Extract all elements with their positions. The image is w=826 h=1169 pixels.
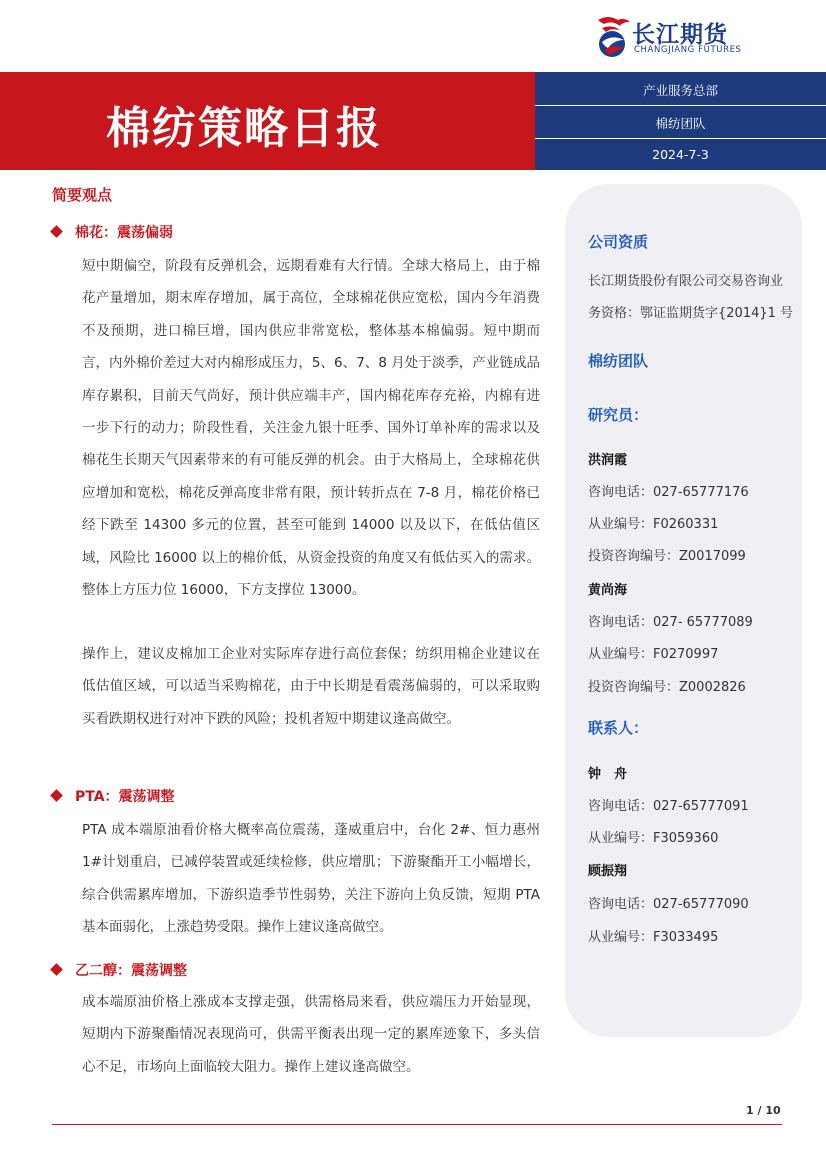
report-date: 2024-7-3 [652,147,709,162]
contact-license: 从业编号：F3059360 [588,831,719,846]
researcher-phone: 咨询电话：027-65777176 [588,485,749,500]
summary-heading: 简要观点 [52,186,113,204]
diamond-bullet-icon [50,789,63,802]
team-label: 棉纺团队 [655,116,706,131]
company-logo [594,14,794,60]
contact-name: 顾振翔 [588,864,628,879]
contact-phone: 咨询电话：027-65777090 [588,897,749,912]
logo-chinese-text: 长江期货 [632,22,728,48]
report-title: 棉纺策略日报 [106,103,382,154]
diamond-bullet-icon [50,963,63,976]
section-heading-cotton [52,222,173,242]
page-number: 1 / 10 [746,1104,781,1117]
qualification-line: 务资格：鄂证监期货字{2014}1 号 [588,306,794,321]
researcher-license: 从业编号：F0270997 [588,647,719,662]
team-heading: 棉纺团队 [588,352,649,370]
logo-english-text: CHANGJIANG FUTURES [634,45,742,55]
changjiang-logo-icon [594,14,632,58]
researcher-heading: 研究员： [588,406,649,424]
title-banner [0,72,535,170]
contact-license: 从业编号：F3033495 [588,930,719,945]
qualification-heading: 公司资质 [588,233,649,251]
section-heading-pta [52,786,175,806]
report-info-box [535,72,826,170]
researcher-advisory-id: 投资咨询编号：Z0017099 [588,549,746,564]
section-heading-meg [52,960,187,980]
info-divider [535,138,826,139]
cotton-analysis-paragraph: 短中期偏空，阶段有反弹机会，远期看难有大行情。全球大格局上，由于棉花产量增加，期末库存增加，属于高位，全球棉花供应宽松，国内今年消费不及预期，进口棉巨增，国内供应非常宽松，整体基本棉偏弱。短中期而言，内外棉价差过大对内棉形成压力，5、6、7、8 月处于淡季，产业链成品库存累积，目前天气尚好，预计供应端丰产，国内棉花库存充裕，内棉有进一步下行的动力；阶段性看，关注金九银十旺季、国外订单补库的需求以及棉花生长期天气因素带来的有可能反弹的机会。由于大格局上，全球棉花供应增加和宽松，棉花反弹高度非常有限，预计转折点在 7-8 月，棉花价格已经下跌至 14300 多元的位置，甚至可能到 14000 以及以下，在低估值区域，风险比 16000 以上的棉价低，从资金投资的角度又有低估买入的需求。整体上方压力位 16000，下方支撑位 13000。 [82,258,540,599]
info-divider [535,105,826,106]
researcher-license: 从业编号：F0260331 [588,517,719,532]
diamond-bullet-icon [50,225,63,238]
section-title: 乙二醇：震荡调整 [75,963,187,979]
section-title: 棉花：震荡偏弱 [75,225,173,241]
contact-heading: 联系人： [588,719,649,737]
researcher-phone: 咨询电话：027- 65777089 [588,615,753,630]
researcher-name: 洪润霞 [588,453,628,468]
meg-analysis-paragraph: 成本端原油价格上涨成本支撑走强，供需格局来看，供应端压力开始显现，短期内下游聚酯情况表现尚可，供需平衡表出现一定的累库迹象下，多头信心不足，市场向上面临较大阻力。操作上建议逢高做空。 [82,994,540,1075]
researcher-name: 黄尚海 [588,583,628,598]
pta-analysis-paragraph: PTA 成本端原油看价格大概率高位震荡，蓬威重启中，台化 2#、恒力惠州 1#计划重启，已减停装置或延续检修，供应增肌；下游聚酯开工小幅增长，综合供需累库增加，下游织造季节性弱势，关注下游向上负反馈，短期 PTA 基本面弱化，上涨趋势受限。操作上建议逢高做空。 [82,822,540,936]
researcher-advisory-id: 投资咨询编号：Z0002826 [588,680,746,695]
section-title: PTA：震荡调整 [75,789,175,805]
qualification-line: 长江期货股份有限公司交易咨询业 [588,274,784,289]
footer-divider [52,1124,782,1125]
cotton-operation-paragraph: 操作上，建议皮棉加工企业对实际库存进行高位套保；纺织用棉企业建议在低估值区域，可以适当采购棉花，由于中长期是看震荡偏弱的，可以采取购买看跌期权进行对冲下跌的风险；投机者短中期建议逢高做空。 [82,646,540,727]
contact-name: 钟 舟 [588,767,628,782]
contact-phone: 咨询电话：027-65777091 [588,799,749,814]
department-label: 产业服务总部 [642,83,718,98]
